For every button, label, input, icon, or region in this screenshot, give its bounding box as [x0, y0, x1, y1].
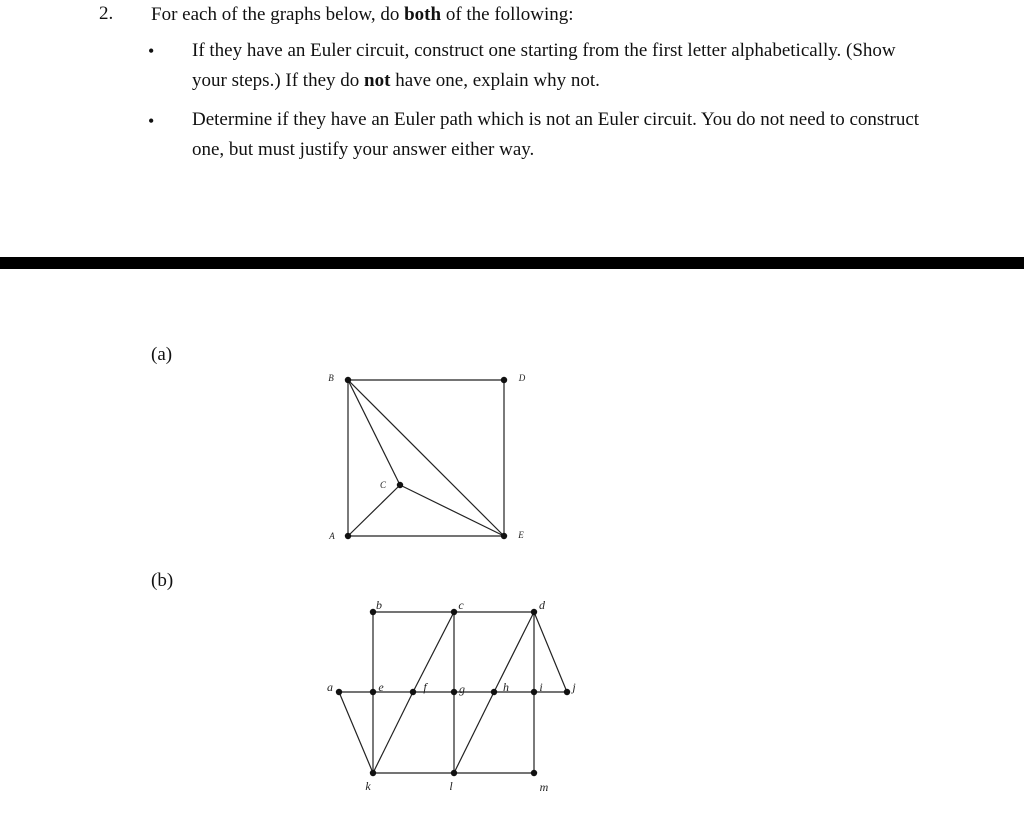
bullet-1-bold: not	[364, 70, 391, 91]
graph-b-vertex-label-a: a	[327, 679, 333, 694]
graph-b-vertex-label-e: e	[378, 679, 384, 694]
bullet-marker-1: •	[148, 41, 155, 61]
graph-b-vertex-label-g: g	[459, 681, 465, 696]
graph-a-vertex-label-D: D	[518, 373, 526, 384]
intro-text-after: of the following:	[441, 4, 574, 25]
graph-b-vertex-label-m: m	[539, 779, 549, 794]
graph-b-vertex-m	[531, 770, 537, 776]
graph-b-vertex-label-b: b	[376, 597, 382, 612]
graph-b-edge-l-h	[454, 692, 494, 773]
graph-b-vertex-label-i: i	[539, 679, 543, 694]
graph-b-vertex-label-k: k	[365, 778, 371, 793]
graph-b-vertex-e	[370, 689, 376, 695]
bullet-marker-2: •	[148, 111, 155, 131]
bullet-1-text-after: have one, explain why not.	[390, 70, 600, 91]
graph-a-vertex-label-C: C	[379, 480, 387, 491]
graph-b-vertex-label-h: h	[503, 679, 509, 694]
graph-b-vertex-j	[564, 689, 570, 695]
graph-b-vertex-l	[451, 770, 457, 776]
graph-b-edge-h-d	[494, 612, 534, 692]
intro-text-before: For each of the graphs below, do	[151, 4, 405, 25]
graph-b-vertex-h	[491, 689, 497, 695]
graph-a-vertex-label-A: A	[329, 531, 335, 542]
graph-b-vertex-i	[531, 689, 537, 695]
graph-b-edge-k-f	[373, 692, 413, 773]
graph-b-vertex-label-d: d	[539, 597, 545, 612]
graph-b-vertex-label-c: c	[458, 597, 464, 612]
graph-b-vertex-k	[370, 770, 376, 776]
graph-a-vertex-label-B: B	[328, 373, 334, 384]
graph-b-vertex-f	[410, 689, 416, 695]
problem-number: 2.	[99, 3, 114, 24]
bullet-2-text: Determine if they have an Euler path which is not an Euler circuit. You do not need to construct one, but must justify your answer either way.	[192, 109, 920, 160]
graph-b-vertex-d	[531, 609, 537, 615]
graph-b-vertex-c	[451, 609, 457, 615]
graph-b-edge-f-c	[413, 612, 454, 692]
graph-b-vertex-g	[451, 689, 457, 695]
graph-b-vertex-label-j: j	[572, 679, 576, 694]
intro-bold: both	[404, 4, 442, 25]
graph-b-edge-a-k	[339, 692, 373, 773]
bullet-1-text-before: If they have an Euler circuit, construct one starting from the first letter alphabetically. (Show your steps.) If they do	[192, 40, 896, 91]
graph-a-vertex-label-E: E	[518, 530, 524, 541]
graph-b-vertex-a	[336, 689, 342, 695]
graph-a-label: (a)	[151, 344, 173, 365]
graph-b-label: (b)	[151, 570, 174, 591]
graph-b-vertex-label-l: l	[449, 778, 453, 793]
graph-b-vertex-label-f: f	[423, 679, 427, 694]
